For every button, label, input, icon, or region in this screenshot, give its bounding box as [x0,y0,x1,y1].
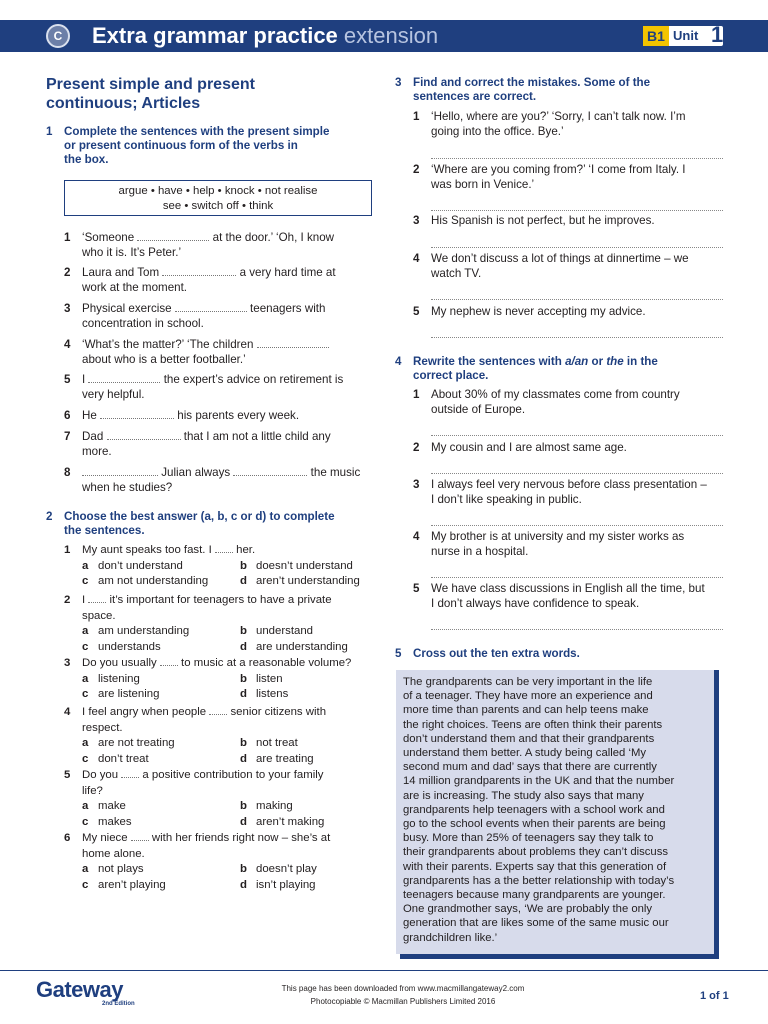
item-text: a positive contribution to your family [139,769,324,781]
item-text: I feel angry when people [82,706,210,718]
q1-item [64,266,374,295]
option-row: a don’t understand b doesn’t understand [82,559,353,572]
item-number: 5 [413,305,420,318]
passage-line: generation that are likes some of the same music our [403,917,669,930]
item-number: 2 [64,594,71,606]
item-text: My niece [82,832,131,844]
level-badge [643,22,724,47]
verb-box-line: argue • have • help • knock • not realise [118,185,318,197]
answer-blank[interactable] [107,430,181,440]
item-number: 1 [413,110,420,123]
q2-item [64,543,384,590]
option-a[interactable]: make [98,800,126,812]
q2-instruction-line: Choose the best answer (a, b, c or d) to complete [64,510,335,523]
item-text: very helpful. [82,387,145,401]
q4-item [413,388,723,417]
q2-instruction [64,510,384,538]
item-text: who it is. It’s Peter.’ [82,245,182,259]
item-text: ‘Hello, where are you?’ ‘Sorry, I can’t talk now. I’m [431,110,686,123]
passage-line: busy. More than 25% of teenagers say they talk to [403,832,654,845]
option-d[interactable]: are understanding [256,640,348,653]
q4-item [413,441,723,456]
level-label: B1 [643,26,669,46]
answer-blank[interactable] [209,705,227,715]
item-text: I don’t always have confidence to speak. [431,596,640,610]
item-number: 3 [64,302,71,315]
item-text: more. [82,444,112,458]
option-c[interactable]: understands [98,640,161,653]
passage-shadow [400,954,719,959]
item-text: home alone. [82,847,145,860]
option-c[interactable]: are listening [98,688,160,700]
answer-blank[interactable] [257,338,329,348]
option-row: c are listening d listens [82,688,289,700]
option-row: c understands d are understanding [82,640,348,653]
item-text: outside of Europe. [431,402,526,416]
item-number: 2 [64,266,71,279]
passage-shadow [714,670,719,954]
item-text: We have class discussions in English all the time, but [431,582,705,595]
page-number: 1 of 1 [700,990,729,1002]
footer-divider [0,970,768,971]
answer-blank[interactable] [82,466,158,476]
q2-instruction-line: the sentences. [64,524,145,537]
item-text: My brother is at university and my sister works as [431,530,685,543]
item-text: that I am not a little child any [183,430,331,443]
q4-instruction-text: the [606,355,624,368]
answer-blank[interactable] [88,593,106,603]
item-text: to music at a reasonable volume? [177,657,352,669]
option-b[interactable]: making [256,800,293,812]
option-row: a listening b listen [82,672,283,685]
passage-line: 14 million grandparents in the UK and that the number [403,775,675,788]
option-b[interactable]: listen [256,672,283,685]
item-text: work at the moment. [82,280,188,294]
item-text: Physical exercise [82,302,175,315]
option-d[interactable]: aren’t making [256,815,325,828]
gateway-logo: Gateway [36,977,123,1002]
q1-instruction-line: the box. [64,153,109,166]
q3-item [413,252,723,281]
q4-instruction-line: correct place. [413,369,489,382]
q3-item [413,214,723,229]
gear-c-icon: C [46,24,70,48]
item-number: 4 [413,252,420,265]
verb-box-line: see • switch off • think [162,200,274,212]
title-main: Extra grammar practice [92,23,338,48]
q4-instruction-text: Rewrite the sentences with [413,355,566,368]
passage-line: don’t understand them and that their grandparents [403,732,655,745]
item-number: 3 [64,657,71,669]
q5-instruction: Cross out the ten extra words. [413,647,580,660]
option-d[interactable]: are treating [256,752,314,765]
q1-instruction-line: Complete the sentences with the present simple [64,125,330,138]
q3-item [413,110,723,139]
option-row: a not plays b doesn’t play [82,863,317,875]
item-text: concentration in school. [82,316,204,330]
item-number: 2 [413,163,420,176]
answer-line[interactable] [431,209,723,211]
option-a[interactable]: not plays [98,863,144,875]
q3-number: 3 [395,76,402,89]
item-text: her. [232,544,256,556]
item-text: life? [82,784,103,797]
item-text: I [82,373,89,386]
passage-line: their grandparents about problems they can’t discuss [403,846,668,859]
q4-instruction-text: a/an [565,355,589,368]
answer-blank[interactable] [121,768,139,778]
option-c[interactable]: makes [98,815,132,828]
q1-instruction-line: or present continuous form of the verbs in [64,139,298,152]
passage-line: One grandmother says, ‘We are probably the only [403,903,653,916]
q1-item [64,409,374,424]
item-text: going into the office. Bye.’ [431,124,564,138]
item-number: 6 [64,832,71,844]
unit-number: 1 [711,22,724,47]
item-text: ‘What’s the matter?’ ‘The children [82,338,257,351]
q2-number: 2 [46,510,53,523]
item-number: 1 [413,388,420,401]
q3-item [413,163,723,192]
item-number: 6 [64,409,71,422]
option-b[interactable]: not treat [256,737,298,749]
title-extension: extension [343,23,439,48]
passage-line: are is increasing. The study also says that many [403,789,644,802]
passage-line: grandparents has a the better relationship with today’s [403,874,675,887]
option-d[interactable]: isn’t playing [256,878,316,891]
passage-line: more time than parents and can help teens make [403,704,649,717]
answer-line[interactable] [431,472,723,474]
q2-item [64,705,384,767]
passage-line: with their parents. Experts say that this generation of [403,860,667,873]
answer-blank[interactable] [162,266,236,276]
q1-instruction [64,125,374,167]
item-text: it’s important for teenagers to have a private [106,594,332,606]
option-row: c don’t treat d are treating [82,752,314,765]
item-number: 1 [64,231,71,244]
answer-blank[interactable] [175,302,247,312]
q2-item [64,768,384,830]
option-b[interactable]: doesn’t understand [256,559,353,572]
footer-source: This page has been downloaded from www.macmillangateway2.com [281,984,525,993]
verb-box [64,180,372,216]
answer-line[interactable] [431,336,723,338]
item-text: about who is a better footballer.’ [82,352,246,366]
answer-line[interactable] [431,576,723,578]
item-text: senior citizens with [227,706,327,718]
option-a[interactable]: am understanding [98,625,190,637]
answer-line[interactable] [431,434,723,436]
passage-line: the right choices. Teens are often think their parents [403,718,663,731]
item-text: the expert’s advice on retirement is [163,373,344,386]
q4-item [413,478,723,507]
item-text: ‘Where are you coming from?’ ‘I come from Italy. I [431,163,686,176]
item-number: 3 [413,214,420,227]
item-text: the music [310,466,361,479]
option-a[interactable]: are not treating [98,737,175,749]
item-number: 1 [64,544,71,556]
reading-passage [403,675,709,945]
item-number: 4 [413,530,420,543]
q4-item [413,582,723,611]
item-number: 7 [64,430,71,443]
q4-number: 4 [395,355,402,368]
answer-blank[interactable] [160,656,178,666]
option-b[interactable]: doesn’t play [256,863,317,875]
q3-instruction-line: sentences are correct. [413,90,537,103]
answer-line[interactable] [431,246,723,248]
answer-blank[interactable] [233,466,307,476]
footer-copyright: Photocopiable © Macmillan Publishers Limited 2016 [310,997,496,1006]
option-row: a are not treating b not treat [82,737,298,749]
item-text: We don’t discuss a lot of things at dinnertime – we [431,252,689,265]
answer-blank[interactable] [137,231,209,241]
option-a[interactable]: don’t understand [98,559,183,572]
q4-item [413,530,723,559]
item-text: space. [82,609,116,622]
q2-item [64,656,384,703]
passage-line: understand them better. A study being called ‘My [403,747,647,760]
option-c[interactable]: aren’t playing [98,878,166,891]
option-a[interactable]: listening [98,672,140,685]
q1-item [64,373,374,402]
option-c[interactable]: am not understanding [98,575,209,587]
option-d[interactable]: listens [256,688,289,700]
item-text: Do you usually [82,657,160,669]
passage-line: grandparents help teenagers with a school work and [403,803,665,816]
answer-blank[interactable] [131,831,149,841]
item-number: 5 [413,582,420,595]
page-title [92,21,438,51]
answer-line[interactable] [431,524,723,526]
passage-line: teenagers because many grandparents are younger. [403,889,666,902]
answer-blank[interactable] [100,409,174,419]
q1-number: 1 [46,125,53,138]
answer-blank[interactable] [215,543,233,553]
q3-item [413,305,723,320]
item-text: My cousin and I are almost same age. [431,441,627,454]
item-text: at the door.’ ‘Oh, I know [212,231,335,244]
item-text: I always feel very nervous before class presentation – [431,478,707,491]
answer-line[interactable] [431,628,723,630]
item-text: I don’t like speaking in public. [431,492,582,506]
q4-instruction [413,355,713,383]
section-title-line1: Present simple and present [46,76,255,93]
item-number: 5 [64,769,71,781]
passage-line: go to the school events when their parents are being [403,818,666,831]
q2-item [64,593,384,655]
item-text: respect. [82,721,123,734]
option-row: c makes d aren’t making [82,815,325,828]
item-text: My nephew is never accepting my advice. [431,305,646,318]
passage-line: The grandparents can be very important in the life [403,676,653,688]
section-title-line2: continuous; Articles [46,95,201,112]
item-text: Laura and Tom [82,266,163,279]
item-text: Dad [82,430,107,443]
item-text: his parents every week. [177,409,300,422]
q5-number: 5 [395,647,402,660]
q1-item [64,338,374,367]
item-text: nurse in a hospital. [431,544,529,558]
unit-label: Unit [673,28,699,43]
item-text: with her friends right now – she’s at [148,832,331,844]
item-text: He [82,409,101,422]
option-row: a am understanding b understand [82,625,313,637]
item-text: I [82,594,89,606]
option-c[interactable]: don’t treat [98,752,149,765]
passage-line: second mum and dad’ says that there are currently [403,761,657,774]
passage-line: of a teenager. They have more an experience and [403,690,653,703]
option-d[interactable]: aren’t understanding [256,575,360,587]
option-row: c am not understanding d aren’t understanding [82,575,360,587]
item-number: 4 [64,706,71,718]
q3-instruction [413,76,713,104]
item-text: teenagers with [250,302,326,315]
option-row: a make b making [82,800,293,812]
item-text: ‘Someone [82,231,138,244]
q3-instruction-line: Find and correct the mistakes. Some of the [413,76,651,89]
option-b[interactable]: understand [256,625,313,637]
item-text: Julian always [161,466,234,479]
section-title [46,75,255,113]
q4-instruction-text: or [588,355,607,368]
q1-item [64,231,374,260]
item-text: His Spanish is not perfect, but he improves. [431,214,655,227]
item-text: a very hard time at [239,266,336,279]
item-number: 3 [413,478,420,491]
answer-blank[interactable] [88,373,160,383]
q1-item [64,466,374,495]
answer-line[interactable] [431,298,723,300]
item-text: watch TV. [431,266,482,280]
answer-line[interactable] [431,157,723,159]
q2-item [64,831,384,893]
item-number: 8 [64,466,71,479]
item-number: 4 [64,338,71,351]
item-number: 2 [413,441,420,454]
q4-instruction-text: in the [623,355,658,368]
item-text: My aunt speaks too fast. I [82,544,215,556]
q1-item [64,430,374,459]
item-text: Do you [82,769,122,781]
passage-line: grandchildren like.’ [403,931,498,944]
footer-text [228,982,578,1008]
q1-item [64,302,374,331]
item-text: About 30% of my classmates come from country [431,388,680,401]
option-row: c aren’t playing d isn’t playing [82,878,316,891]
item-text: was born in Venice.’ [431,177,535,191]
item-text: when he studies? [82,480,173,494]
item-number: 5 [64,373,71,386]
edition-label: 2nd Edition [102,1001,135,1007]
